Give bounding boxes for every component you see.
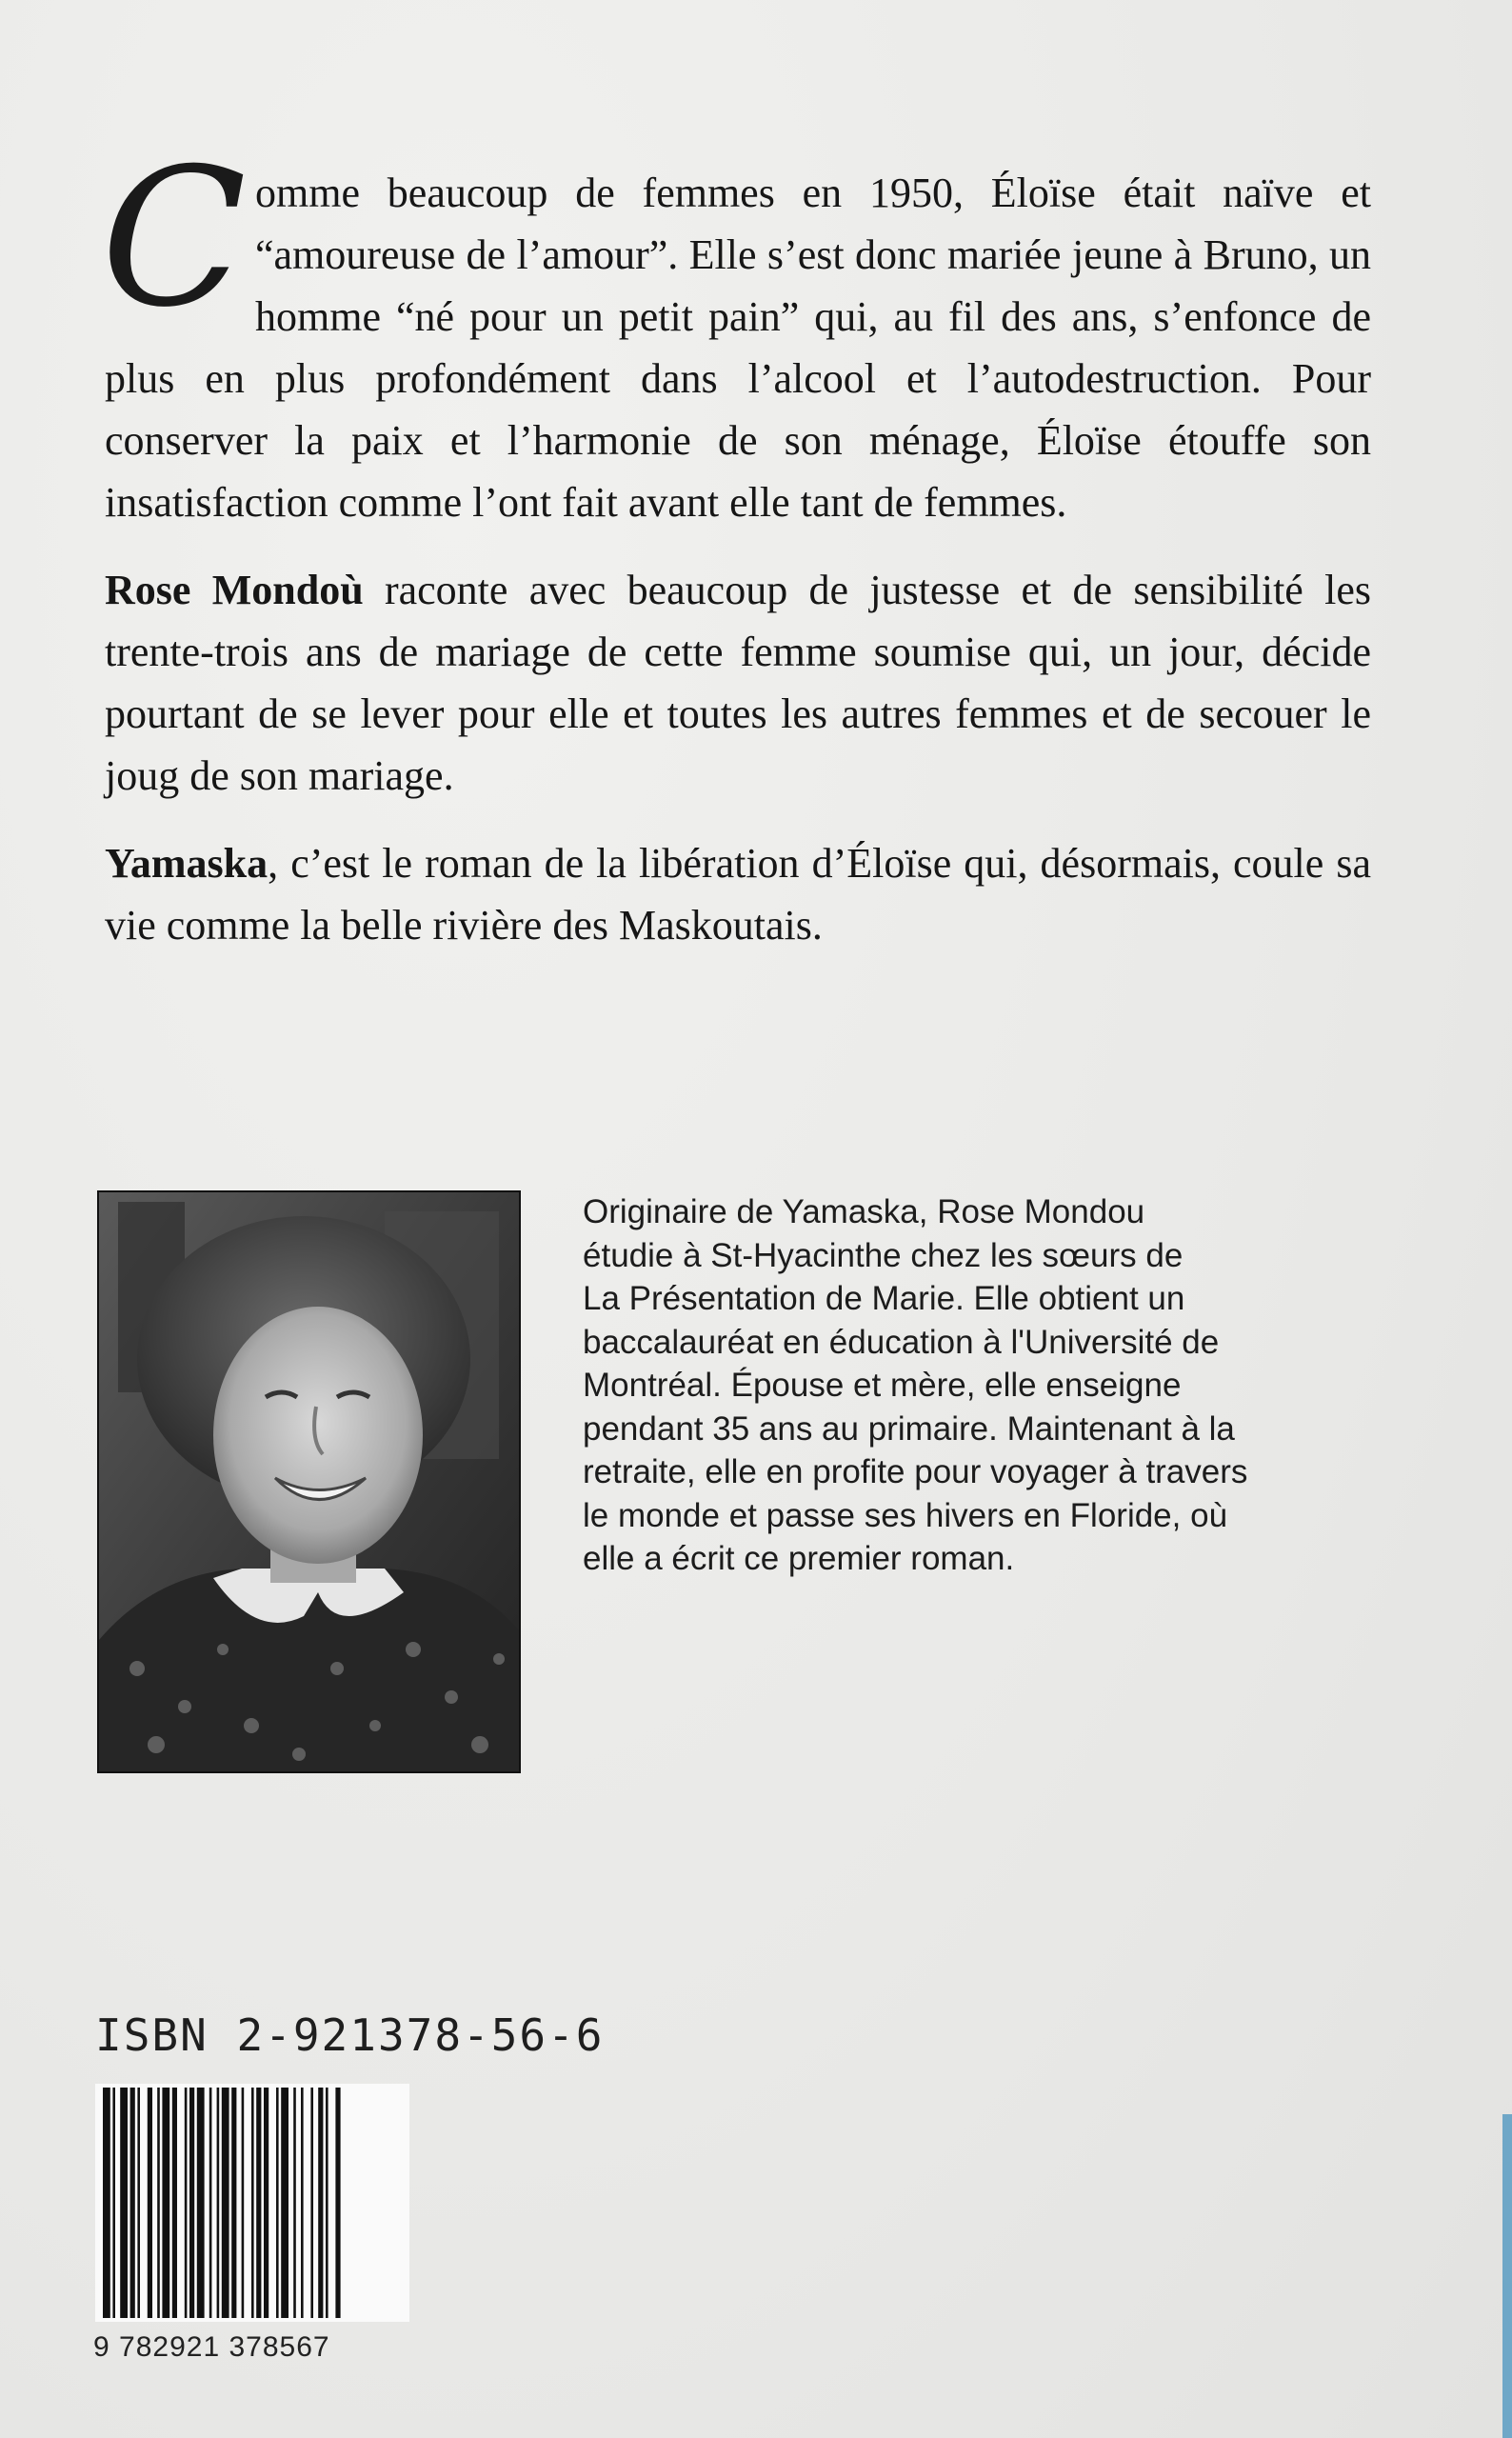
blurb-paragraph-1 bbox=[101, 128, 1371, 533]
barcode-bar bbox=[335, 2088, 340, 2318]
barcode-bar bbox=[222, 2088, 229, 2318]
bio-line: baccalauréat en éducation à l'Université de bbox=[583, 1323, 1220, 1361]
barcode-bar bbox=[189, 2088, 194, 2318]
blurb-paragraph-2-text: raconte avec beaucoup de justesse et de sensibilité les trente-trois ans de mariage de cette femme soumise qui, un jour, décide pourtant de se lever pour elle et toutes les autres femmes et de secouer le joug de son mariage. bbox=[105, 567, 1371, 799]
barcode-bar bbox=[318, 2088, 323, 2318]
cover-blurb bbox=[101, 128, 1371, 982]
barcode-bar bbox=[231, 2088, 236, 2318]
bio-line: pendant 35 ans au primaire. Maintenant à la bbox=[583, 1409, 1235, 1448]
bio-line: le monde et passe ses hivers en Floride, où bbox=[583, 1496, 1228, 1534]
barcode-bar bbox=[120, 2088, 128, 2318]
barcode-bar bbox=[197, 2088, 205, 2318]
barcode-bar bbox=[130, 2088, 135, 2318]
bio-line: retraite, elle en profite pour voyager à travers bbox=[583, 1453, 1248, 1490]
barcode-bar bbox=[301, 2088, 304, 2318]
isbn-label: ISBN 2-921378-56-6 bbox=[95, 2009, 605, 2061]
barcode-bar bbox=[251, 2088, 254, 2318]
blurb-paragraph-3 bbox=[105, 832, 1371, 956]
bio-line: Originaire de Yamaska, Rose Mondou bbox=[583, 1193, 1145, 1230]
barcode-bar bbox=[137, 2088, 140, 2318]
barcode-bar bbox=[217, 2088, 220, 2318]
book-title: Yamaska bbox=[105, 840, 269, 887]
bio-line: étudie à St-Hyacinthe chez les sœurs de bbox=[583, 1236, 1184, 1274]
blurb-paragraph-3-text: , c’est le roman de la libération d’Éloïse qui, désormais, coule sa vie comme la belle rivière des Maskoutais. bbox=[105, 840, 1371, 949]
barcode-bar bbox=[148, 2088, 152, 2318]
blurb-paragraph-1-text: omme beaucoup de femmes en 1950, Éloïse était naïve et “amoureuse de l’amour”. Elle s’est donc mariée jeune à Bruno, un homme “né pour un petit pain” qui, au fil des ans, s’enfonce de plus en plus profondément dans l’alcool et l’autodestruction. Pour conserver la paix et l’harmonie de son ménage, Éloïse étouffe son insatisfaction comme l’ont fait avant elle tant de femmes. bbox=[105, 170, 1371, 526]
barcode-bar bbox=[103, 2088, 110, 2318]
blurb-paragraph-2 bbox=[105, 559, 1371, 807]
author-bio bbox=[583, 1190, 1440, 1581]
barcode-bar bbox=[112, 2088, 115, 2318]
barcode bbox=[95, 2084, 409, 2322]
bio-line: La Présentation de Marie. Elle obtient un bbox=[583, 1280, 1185, 1317]
author-photo bbox=[97, 1190, 521, 1773]
barcode-bar bbox=[185, 2088, 188, 2318]
barcode-bar bbox=[242, 2088, 245, 2318]
barcode-bar bbox=[276, 2088, 279, 2318]
barcode-bar bbox=[209, 2088, 212, 2318]
barcode-bar bbox=[281, 2088, 288, 2318]
bio-line: Montréal. Épouse et mère, elle enseigne bbox=[583, 1367, 1182, 1404]
barcode-bar bbox=[256, 2088, 261, 2318]
barcode-bar bbox=[264, 2088, 269, 2318]
spine-edge bbox=[1502, 2114, 1512, 2438]
drop-cap-letter: C bbox=[101, 128, 248, 350]
barcode-bar bbox=[172, 2088, 177, 2318]
author-name: Rose Mondoù bbox=[105, 567, 364, 613]
bio-line: elle a écrit ce premier roman. bbox=[583, 1540, 1015, 1577]
barcode-bar bbox=[157, 2088, 160, 2318]
barcode-bar bbox=[310, 2088, 313, 2318]
barcode-bar bbox=[162, 2088, 169, 2318]
barcode-bar bbox=[326, 2088, 328, 2318]
ean-number: 9 782921 378567 bbox=[93, 2331, 330, 2363]
barcode-bar bbox=[293, 2088, 296, 2318]
